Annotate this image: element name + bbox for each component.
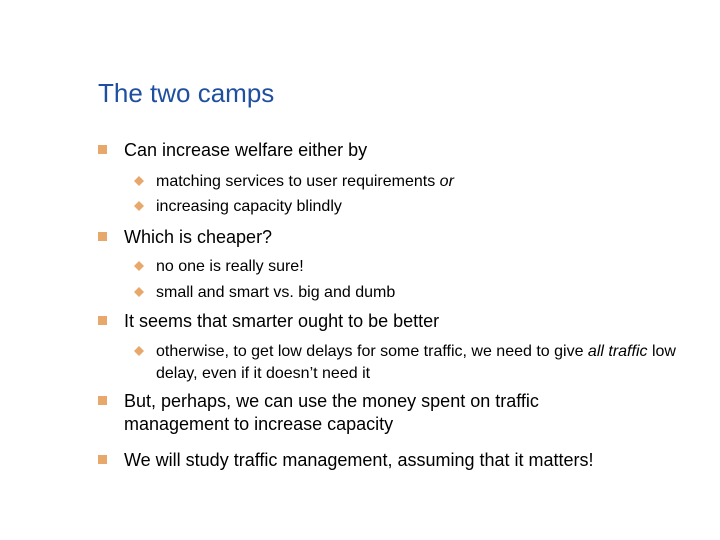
- sub-bullet-text: [156, 282, 686, 304]
- sub-bullet-text: [156, 171, 686, 193]
- sub-bullet-text-part: matching services to user requirements: [156, 173, 440, 190]
- sub-bullet-text-part: no one is really sure!: [156, 258, 304, 275]
- diamond-bullet-icon: [134, 287, 144, 297]
- diamond-bullet-icon: [134, 346, 144, 356]
- sub-bullet-italic: or: [439, 173, 454, 190]
- bullet-text: We will study traffic management, assuming that it matters!: [124, 450, 594, 470]
- diamond-bullet-icon: [134, 261, 144, 271]
- sub-bullet-text-part: otherwise, to get low delays for some traffic, we need to give: [156, 343, 588, 360]
- sub-bullet-text-part: small and smart vs. big and dumb: [156, 284, 396, 301]
- bullet-text: Which is cheaper?: [124, 227, 273, 247]
- diamond-bullet-icon: [134, 176, 144, 186]
- sub-bullet-text-part: low delay, even if it doesn’t need it: [156, 343, 676, 382]
- square-bullet-icon: [98, 455, 107, 464]
- sub-bullet-text: [156, 341, 686, 385]
- sub-bullet-text-part: increasing capacity blindly: [156, 198, 342, 215]
- square-bullet-icon: [98, 145, 107, 154]
- square-bullet-icon: [98, 232, 107, 241]
- bullet-text: Can increase welfare either by: [124, 140, 368, 160]
- diamond-bullet-icon: [134, 201, 144, 211]
- sub-bullet-text: [156, 196, 686, 218]
- square-bullet-icon: [98, 396, 107, 405]
- slide-title: The two camps: [98, 78, 275, 108]
- square-bullet-icon: [98, 316, 107, 325]
- sub-bullet-text: [156, 256, 686, 278]
- sub-bullet-italic: all traffic: [587, 343, 648, 360]
- bullet-text: But, perhaps, we can use the money spent on traffic management to increase capacity: [124, 391, 539, 434]
- bullet-text: It seems that smarter ought to be better: [124, 311, 440, 331]
